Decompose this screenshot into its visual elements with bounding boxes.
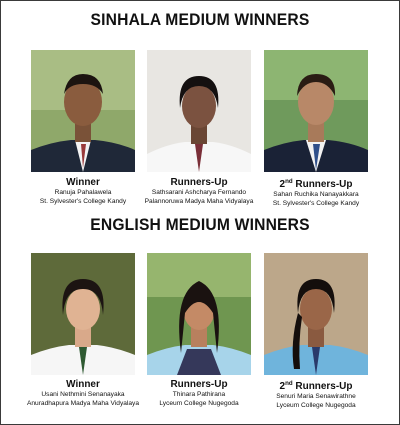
section-title-sinhala: SINHALA MEDIUM WINNERS [90,10,310,29]
winner-name: Senuri Maria Senawirathne [276,393,356,400]
winner-school: St. Sylvester's College Kandy [39,198,127,205]
winner-school: Lyceum College Nugegoda [159,400,239,407]
winner-photo-senuri [264,253,368,375]
rank-label: Runners-Up [170,378,228,390]
winner-school: Anuradhapura Madya Maha Vidyalaya [26,400,140,407]
winner-photo-usani [31,253,135,375]
winner-name: Sathsarani Ashcharya Fernando [151,189,247,196]
rank-label: 2nd Runners-Up [279,178,353,190]
winner-caption [17,176,149,206]
winner-caption [250,378,382,410]
winner-photo-thinara [147,253,251,375]
winner-name: Thinara Pathirana [172,391,226,398]
winner-caption [250,176,382,208]
winner-school: St. Sylvester's College Kandy [272,200,360,207]
winner-photo-sahan [264,50,368,172]
winner-name: Ranuja Pahalawela [54,189,112,196]
winner-school: Lyceum College Nugegoda [276,402,356,409]
rank-label: Runners-Up [170,176,228,188]
winner-caption [17,378,149,408]
winner-photo-sathsarani [147,50,251,172]
winner-caption [133,378,265,408]
winner-caption [133,176,265,206]
section-title-english: ENGLISH MEDIUM WINNERS [90,215,310,234]
rank-label: Winner [66,378,100,390]
winner-name: Sahan Ruchika Nanayakkara [273,191,359,198]
winner-school: Palannoruwa Madya Maha Vidyalaya [144,198,254,205]
winner-name: Usani Nethmini Senanayaka [41,391,125,398]
winner-photo-ranuja [31,50,135,172]
rank-label: Winner [66,176,100,188]
rank-label: 2nd Runners-Up [279,380,353,392]
